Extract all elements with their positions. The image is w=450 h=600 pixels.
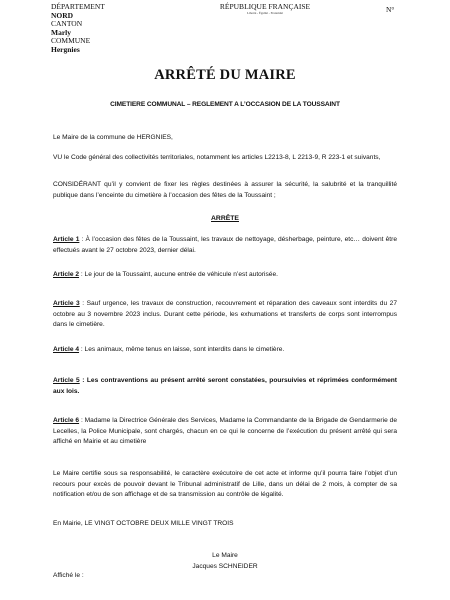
article-5 xyxy=(53,376,397,397)
header-admin-block xyxy=(51,3,105,55)
document-number-label: N° xyxy=(386,5,395,14)
intro-line: Le Maire de la commune de HERGNIES, xyxy=(53,134,173,141)
article-text: : Le jour de la Toussaint, aucune entrée de véhicule n’est autorisée. xyxy=(79,271,278,278)
document-subtitle: CIMETIERE COMMUNAL – REGLEMENT A L’OCCASION DE LA TOUSSAINT xyxy=(110,101,340,108)
article-3 xyxy=(53,299,397,331)
page-title: ARRÊTÉ DU MAIRE xyxy=(154,67,296,83)
certification-paragraph: Le Maire certifie sous sa responsabilité, le caractère exécutoire de cet acte et informe qu’il pourra faire l’objet d’un recours pour excès de pouvoir devant le Tribunal administratif de Lille, dans un délai de 2 mois, à compter de sa notification et/ou de son affichage et de sa transmission au contrôle de légalité. xyxy=(53,470,397,499)
departement-value: NORD xyxy=(51,10,74,20)
article-text: : Les animaux, même tenus en laisse, sont interdits dans le cimetière. xyxy=(79,346,285,353)
affiche-line: Affiché le : xyxy=(53,572,84,579)
considerant-paragraph: CONSIDÉRANT qu’il y convient de fixer les règles destinées à assurer la sécurité, la salubrité et la tranquillité publique dans l’enceinte du cimetière à l’occasion des fêtes de la Toussaint ; xyxy=(53,181,397,199)
republique-text: RÉPUBLIQUE FRANÇAISE xyxy=(219,2,311,11)
vu-paragraph: VU le Code général des collectivités territoriales, notamment les articles L2213-8, L 2213-9, R 223-1 et suivants, xyxy=(53,154,381,161)
article-1 xyxy=(53,235,397,256)
article-text: : Madame la Directrice Générale des Services, Madame la Commandante de la Brigade de Gendarmerie de Lecelles, la Police Municipale, sont chargés, chacun en ce qui le concerne de l’exécution du présent arrêté qui sera affiché en Mairie et au cimetière xyxy=(53,417,397,446)
canton-value: Marly xyxy=(51,27,71,37)
article-label: Article 2 xyxy=(53,271,80,278)
article-text: : Les contraventions au présent arrêté seront constatées, poursuivies et réprimées conformément aux lois. xyxy=(53,377,397,395)
article-2 xyxy=(53,270,397,281)
signature-name: Jacques SCHNEIDER xyxy=(192,562,258,570)
article-label: Article 6 xyxy=(53,417,80,424)
article-6 xyxy=(53,416,397,448)
departement-label: DÉPARTEMENT xyxy=(51,2,105,11)
commune-value: Hergnies xyxy=(51,44,80,54)
article-4 xyxy=(53,345,397,356)
commune-label: COMMUNE xyxy=(51,36,91,46)
article-label: Article 3 xyxy=(53,300,80,307)
article-text: : Sauf urgence, les travaux de construction, recouvrement et réparation des caveaux sont interdits du 27 octobre au 3 novembre 2023 inclus. Durant cette période, les exhumations et transferts de corps sont interrompus dans le cimetière. xyxy=(53,300,397,329)
article-label: Article 5 xyxy=(53,377,80,384)
republic-motto: Liberté - Égalité - Fraternité xyxy=(247,11,283,15)
article-label: Article 1 xyxy=(53,236,80,243)
article-text: : À l’occasion des fêtes de la Toussaint, les travaux de nettoyage, désherbage, peinture, etc… doivent être effectués avant le 27 octobre 2023, dernier délai. xyxy=(53,236,397,254)
signature-title: Le Maire xyxy=(212,552,238,559)
arrete-heading: ARRÊTE xyxy=(211,215,239,222)
signature-block xyxy=(0,551,450,572)
canton-label: CANTON xyxy=(51,19,83,29)
republic-heading xyxy=(205,3,325,15)
article-label: Article 4 xyxy=(53,346,80,353)
date-line: En Mairie, LE VINGT OCTOBRE DEUX MILLE VINGT TROIS xyxy=(53,520,234,527)
